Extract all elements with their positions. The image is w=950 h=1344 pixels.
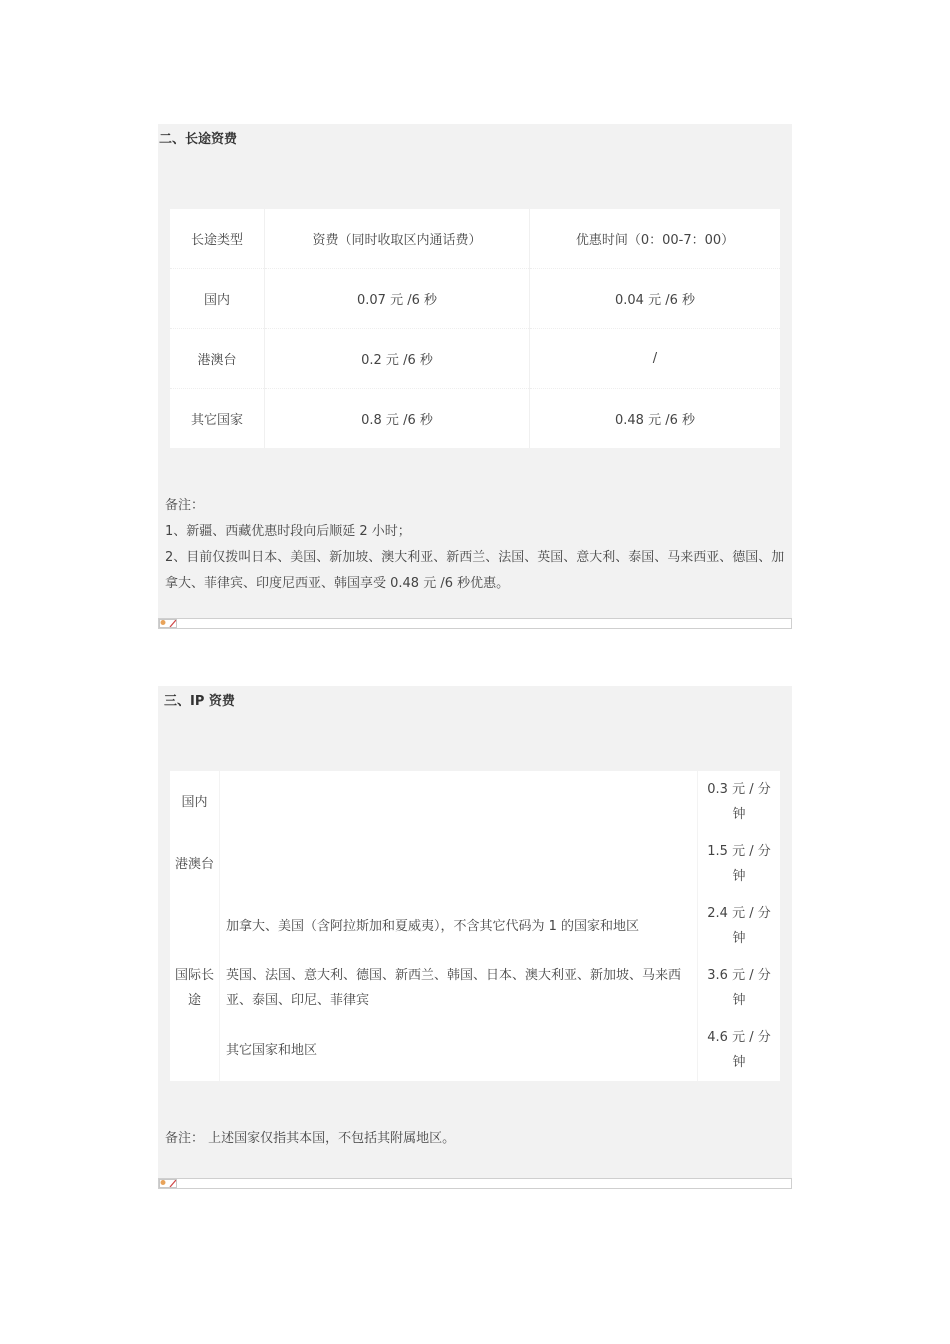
desc-cell: 其它国家和地区 [220,1019,698,1081]
price-cell: 0.3 元 / 分钟 [707,782,771,822]
long-distance-notes [165,493,790,597]
desc-cell: 加拿大、美国（含阿拉斯加和夏威夷），不含其它代码为 1 的国家和地区 [220,895,698,957]
table-cell: 0.04 元 /6 秒 [530,269,781,329]
ip-note: 备注： 上述国家仅指其本国，不包括其附属地区。 [165,1131,456,1146]
price-cell: 2.4 元 / 分钟 [707,906,771,946]
note-item: 2、目前仅拨叫日本、美国、新加坡、澳大利亚、新西兰、法国、英国、意大利、泰国、马来西亚、德国、加拿大、菲律宾、印度尼西亚、韩国享受 0.48 元 /6 秒优惠。 [165,550,785,591]
table-header-row [170,209,780,269]
table-cell: 0.8 元 /6 秒 [265,389,530,449]
region-cell: 国内 [181,794,208,810]
table-cell: 0.48 元 /6 秒 [615,413,695,428]
desc-cell [220,771,698,833]
table-cell: 其它国家 [170,389,265,449]
broken-image-icon [159,619,177,628]
note-label: 备注： [165,498,205,513]
table-row [170,771,780,833]
table-row [170,329,780,389]
header-cell: 资费（同时收取区内通话费） [265,209,530,269]
section-title-long-distance: 二、长途资费 [159,132,238,147]
section-title-ip: 三、IP 资费 [164,694,235,709]
table-row [170,833,780,895]
broken-image-icon [159,1179,177,1188]
image-placeholder-bar [158,1178,792,1189]
price-cell: 3.6 元 / 分钟 [707,968,771,1008]
region-cell: 港澳台 [174,856,214,872]
desc-cell: 英国、法国、意大利、德国、新西兰、韩国、日本、澳大利亚、新加坡、马来西亚、泰国、印尼、菲律宾 [220,957,698,1019]
table-row [170,389,780,449]
table-row [170,269,780,329]
table-row [170,895,780,957]
table-cell: / [530,329,781,389]
header-cell: 优惠时间（0：00-7：00） [530,209,781,269]
header-cell: 长途类型 [170,209,265,269]
table-cell: 国内 [170,269,265,329]
long-distance-table [170,209,780,448]
table-row [170,1019,780,1081]
table-cell: 0.07 元 /6 秒 [265,269,530,329]
image-placeholder-bar [158,618,792,629]
desc-cell [220,833,698,895]
table-cell: 港澳台 [170,329,265,389]
price-cell: 1.5 元 / 分钟 [707,844,771,884]
table-cell: 0.2 元 /6 秒 [265,329,530,389]
note-item: 1、新疆、西藏优惠时段向后顺延 2 小时； [165,524,411,539]
region-cell: 国际长途 [174,968,214,1008]
table-row [170,957,780,1019]
ip-rate-table [170,771,780,1081]
price-cell: 4.6 元 / 分钟 [707,1030,771,1070]
